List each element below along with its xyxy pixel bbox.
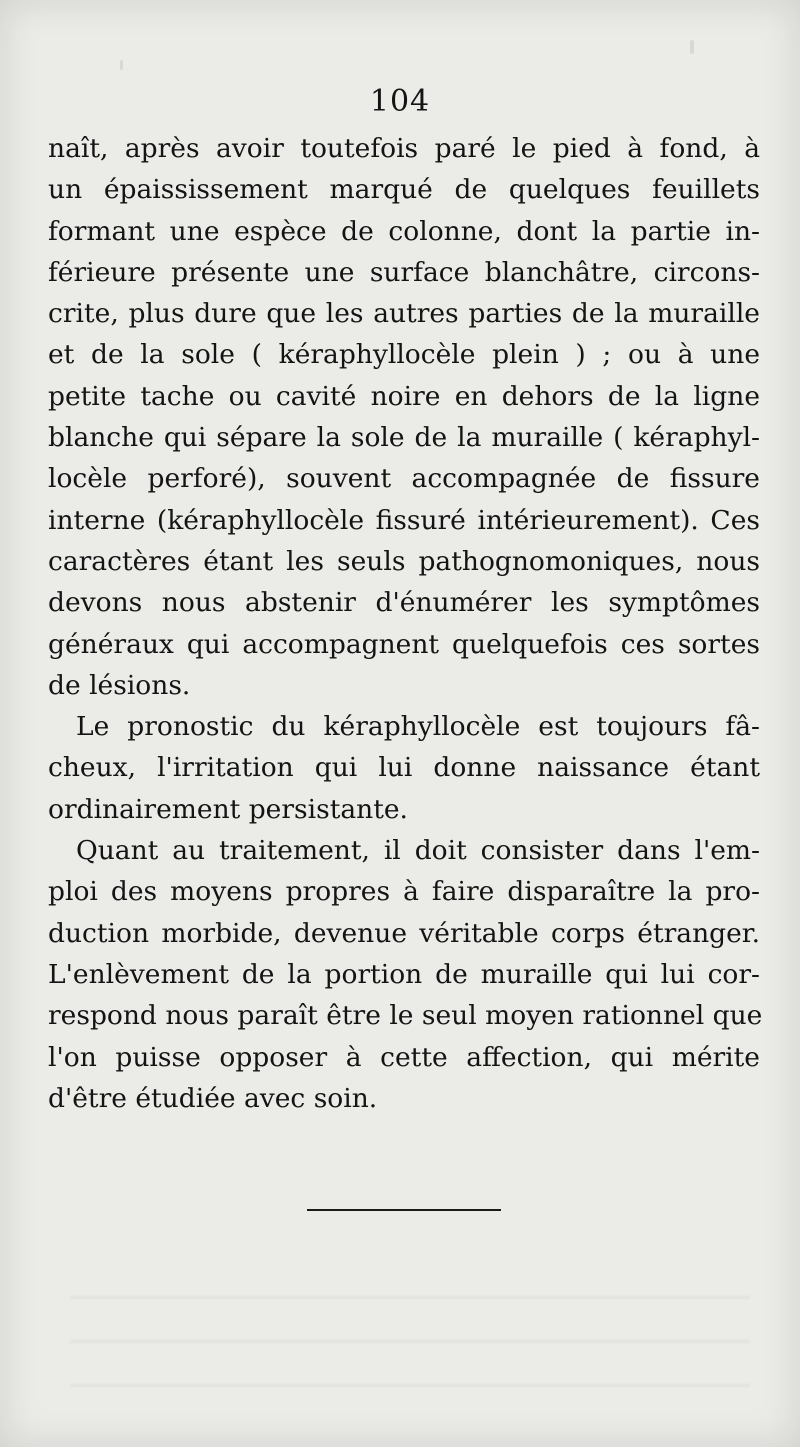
- text-line: d'être étudiée avec soin.: [48, 1082, 378, 1114]
- text-line: locèle perforé), souvent accompagnée de fissure: [48, 463, 760, 495]
- text-line: formant une espèce de colonne, dont la partie in-: [48, 215, 760, 247]
- text-line: de lésions.: [48, 669, 191, 701]
- text-line: crite, plus dure que les autres parties de la muraille: [48, 298, 760, 330]
- show-through-text: [70, 1270, 750, 1400]
- body-text: [48, 128, 763, 1119]
- text-line: devons nous abstenir d'énumérer les symptômes: [48, 587, 760, 619]
- text-line: ordinairement persistante.: [48, 793, 408, 825]
- text-line: cheux, l'irritation qui lui donne naissance étant: [48, 752, 760, 784]
- text-line: et de la sole ( kéraphyllocèle plein ) ; ou à une: [48, 339, 760, 371]
- text-line: ploi des moyens propres à faire disparaître la pro-: [48, 876, 760, 908]
- text-line: généraux qui accompagnent quelquefois ces sortes: [48, 628, 760, 660]
- text-line: caractères étant les seuls pathognomoniques, nous: [48, 545, 760, 577]
- paragraph-start-line: Quant au traitement, il doit consister dans l'em-: [76, 835, 760, 867]
- page-number: 104: [369, 84, 431, 119]
- text-line: L'enlèvement de la portion de muraille qui lui cor-: [48, 958, 760, 990]
- text-line: interne (kéraphyllocèle fissuré intérieurement). Ces: [48, 504, 760, 536]
- paper-speck: [690, 40, 694, 54]
- text-line: férieure présente une surface blanchâtre, circons-: [48, 256, 760, 288]
- text-line: l'on puisse opposer à cette affection, qui mérite: [48, 1041, 760, 1073]
- paper-speck: [120, 60, 123, 70]
- paragraph-start-line: Le pronostic du kéraphyllocèle est toujours fâ-: [76, 711, 760, 743]
- text-line: duction morbide, devenue véritable corps étranger.: [48, 917, 760, 949]
- text-line: naît, après avoir toutefois paré le pied à fond, à: [48, 133, 760, 164]
- text-line: respond nous paraît être le seul moyen rationnel que: [48, 1000, 763, 1032]
- section-end-rule: [307, 1209, 501, 1211]
- text-line: blanche qui sépare la sole de la muraille ( kéraphyl-: [48, 422, 760, 454]
- text-line: un épaississement marqué de quelques feuillets: [48, 174, 760, 206]
- text-line: petite tache ou cavité noire en dehors de la ligne: [48, 380, 760, 412]
